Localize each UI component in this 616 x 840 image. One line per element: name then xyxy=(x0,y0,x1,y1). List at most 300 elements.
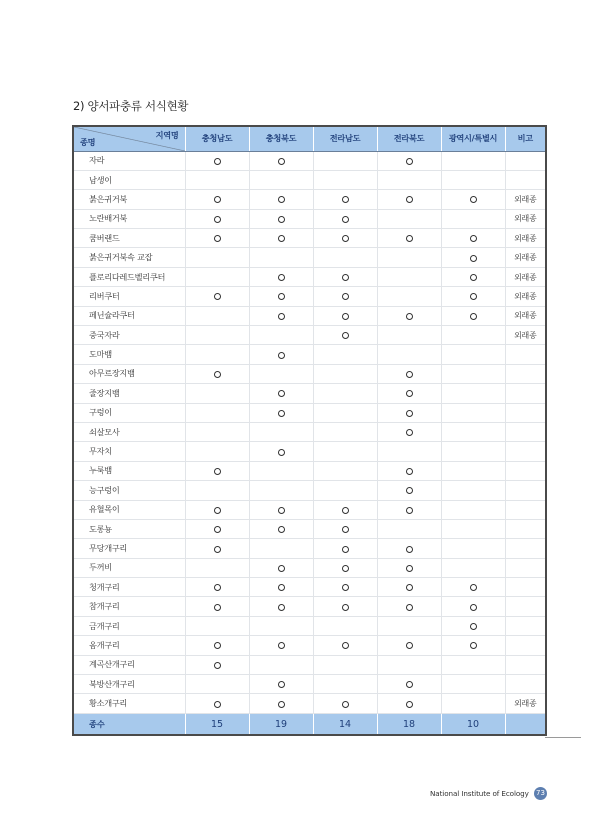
presence-mark-icon xyxy=(342,701,349,708)
presence-cell xyxy=(185,616,249,635)
presence-mark-icon xyxy=(278,274,285,281)
remark-cell xyxy=(505,461,546,480)
presence-cell xyxy=(185,442,249,461)
presence-mark-icon xyxy=(470,274,477,281)
presence-cell xyxy=(441,248,505,267)
presence-cell xyxy=(313,519,377,538)
presence-cell xyxy=(249,461,313,480)
presence-cell xyxy=(313,597,377,616)
species-name: 구렁이 xyxy=(73,403,185,422)
footer-institution: National Institute of Ecology xyxy=(430,789,529,798)
presence-mark-icon xyxy=(406,642,413,649)
presence-cell xyxy=(313,655,377,674)
presence-mark-icon xyxy=(406,468,413,475)
table-row xyxy=(73,345,546,364)
presence-cell xyxy=(377,248,441,267)
remark-cell xyxy=(505,422,546,441)
species-name: 무자치 xyxy=(73,442,185,461)
presence-mark-icon xyxy=(342,642,349,649)
presence-cell xyxy=(377,675,441,694)
presence-cell xyxy=(313,384,377,403)
presence-cell xyxy=(441,597,505,616)
total-metro-city: 10 xyxy=(441,713,505,735)
presence-mark-icon xyxy=(214,468,221,475)
presence-cell xyxy=(377,422,441,441)
presence-mark-icon xyxy=(470,313,477,320)
presence-cell xyxy=(313,209,377,228)
remark-cell: 외래종 xyxy=(505,248,546,267)
table-row xyxy=(73,209,546,228)
remark-cell xyxy=(505,151,546,170)
remark-cell xyxy=(505,597,546,616)
table-row xyxy=(73,675,546,694)
table-row xyxy=(73,384,546,403)
header-chungnam: 충청남도 xyxy=(185,126,249,151)
presence-cell xyxy=(313,403,377,422)
presence-cell xyxy=(377,558,441,577)
presence-cell xyxy=(249,422,313,441)
remark-cell xyxy=(505,519,546,538)
species-name: 페닌슐라쿠터 xyxy=(73,306,185,325)
header-species-label: 종명 xyxy=(80,136,96,147)
presence-cell xyxy=(249,209,313,228)
presence-cell xyxy=(441,229,505,248)
presence-mark-icon xyxy=(406,565,413,572)
species-name: 자라 xyxy=(73,151,185,170)
presence-cell xyxy=(249,384,313,403)
presence-cell xyxy=(313,170,377,189)
presence-cell xyxy=(441,384,505,403)
presence-mark-icon xyxy=(214,507,221,514)
remark-cell xyxy=(505,578,546,597)
presence-cell xyxy=(313,442,377,461)
remark-cell: 외래종 xyxy=(505,267,546,286)
presence-mark-icon xyxy=(214,216,221,223)
presence-cell xyxy=(249,655,313,674)
presence-cell xyxy=(249,151,313,170)
presence-cell xyxy=(313,364,377,383)
presence-cell xyxy=(185,694,249,713)
presence-cell xyxy=(377,267,441,286)
presence-cell xyxy=(185,248,249,267)
presence-cell xyxy=(185,326,249,345)
table-header-row xyxy=(73,126,546,151)
presence-mark-icon xyxy=(278,352,285,359)
presence-cell xyxy=(249,636,313,655)
presence-cell xyxy=(313,616,377,635)
presence-mark-icon xyxy=(342,526,349,533)
table-row xyxy=(73,616,546,635)
header-region-label: 지역명 xyxy=(155,130,179,140)
species-name: 황소개구리 xyxy=(73,694,185,713)
presence-cell xyxy=(441,539,505,558)
remark-cell: 외래종 xyxy=(505,190,546,209)
presence-cell xyxy=(377,442,441,461)
species-name: 쿰버랜드 xyxy=(73,229,185,248)
remark-cell xyxy=(505,364,546,383)
total-jeonbuk: 18 xyxy=(377,713,441,735)
presence-cell xyxy=(185,364,249,383)
presence-cell xyxy=(377,151,441,170)
table-row xyxy=(73,578,546,597)
presence-cell xyxy=(441,636,505,655)
presence-mark-icon xyxy=(406,487,413,494)
presence-cell xyxy=(313,636,377,655)
remark-cell xyxy=(505,558,546,577)
table-row xyxy=(73,267,546,286)
presence-mark-icon xyxy=(214,196,221,203)
presence-cell xyxy=(313,539,377,558)
presence-mark-icon xyxy=(406,371,413,378)
table-row xyxy=(73,326,546,345)
presence-mark-icon xyxy=(278,604,285,611)
section-title: 2) 양서파충류 서식현황 xyxy=(73,99,189,113)
presence-mark-icon xyxy=(406,313,413,320)
presence-cell xyxy=(441,461,505,480)
table-row xyxy=(73,461,546,480)
presence-cell xyxy=(441,616,505,635)
species-name: 도롱뇽 xyxy=(73,519,185,538)
presence-cell xyxy=(377,539,441,558)
table-row xyxy=(73,442,546,461)
presence-cell xyxy=(249,597,313,616)
species-name: 청개구리 xyxy=(73,578,185,597)
presence-mark-icon xyxy=(406,410,413,417)
remark-cell xyxy=(505,675,546,694)
species-name: 두꺼비 xyxy=(73,558,185,577)
table-row xyxy=(73,519,546,538)
total-chungnam: 15 xyxy=(185,713,249,735)
presence-cell xyxy=(441,151,505,170)
table-row xyxy=(73,364,546,383)
header-corner-cell xyxy=(73,126,185,151)
remark-cell: 외래종 xyxy=(505,287,546,306)
presence-mark-icon xyxy=(406,584,413,591)
presence-cell xyxy=(313,461,377,480)
presence-cell xyxy=(441,675,505,694)
presence-cell xyxy=(441,655,505,674)
presence-mark-icon xyxy=(278,410,285,417)
total-remarks xyxy=(505,713,546,735)
table-row xyxy=(73,403,546,422)
presence-mark-icon xyxy=(406,390,413,397)
presence-cell xyxy=(313,481,377,500)
presence-cell xyxy=(249,442,313,461)
presence-cell xyxy=(249,539,313,558)
presence-cell xyxy=(377,403,441,422)
presence-cell xyxy=(249,345,313,364)
presence-mark-icon xyxy=(470,642,477,649)
presence-cell xyxy=(377,306,441,325)
presence-mark-icon xyxy=(278,449,285,456)
presence-cell xyxy=(441,287,505,306)
species-name: 참개구리 xyxy=(73,597,185,616)
presence-cell xyxy=(185,675,249,694)
presence-cell xyxy=(377,616,441,635)
presence-cell xyxy=(249,403,313,422)
species-name: 붉은귀거북속 교잡 xyxy=(73,248,185,267)
presence-mark-icon xyxy=(214,604,221,611)
remark-cell xyxy=(505,616,546,635)
table-row xyxy=(73,287,546,306)
presence-mark-icon xyxy=(278,216,285,223)
presence-cell xyxy=(185,461,249,480)
presence-cell xyxy=(313,267,377,286)
presence-cell xyxy=(377,500,441,519)
total-row xyxy=(73,713,546,735)
presence-cell xyxy=(377,597,441,616)
presence-cell xyxy=(377,519,441,538)
table-row xyxy=(73,539,546,558)
presence-mark-icon xyxy=(470,235,477,242)
presence-mark-icon xyxy=(342,216,349,223)
presence-mark-icon xyxy=(278,390,285,397)
presence-mark-icon xyxy=(214,158,221,165)
presence-cell xyxy=(249,558,313,577)
presence-cell xyxy=(313,558,377,577)
presence-cell xyxy=(377,364,441,383)
presence-mark-icon xyxy=(406,546,413,553)
species-name: 유혈목이 xyxy=(73,500,185,519)
presence-cell xyxy=(441,267,505,286)
presence-mark-icon xyxy=(278,584,285,591)
species-name: 쇠살모사 xyxy=(73,422,185,441)
remark-cell: 외래종 xyxy=(505,694,546,713)
presence-cell xyxy=(249,248,313,267)
species-name: 노란배거북 xyxy=(73,209,185,228)
presence-cell xyxy=(249,578,313,597)
presence-cell xyxy=(185,345,249,364)
presence-cell xyxy=(185,481,249,500)
table-row xyxy=(73,500,546,519)
presence-cell xyxy=(313,229,377,248)
presence-cell xyxy=(441,500,505,519)
presence-cell xyxy=(185,403,249,422)
presence-cell xyxy=(313,345,377,364)
remark-cell xyxy=(505,345,546,364)
header-jeonbuk: 전라북도 xyxy=(377,126,441,151)
total-jeonnam: 14 xyxy=(313,713,377,735)
presence-cell xyxy=(377,209,441,228)
presence-cell xyxy=(377,578,441,597)
presence-cell xyxy=(313,326,377,345)
presence-cell xyxy=(185,597,249,616)
table-underline-rule xyxy=(545,737,581,738)
presence-cell xyxy=(185,151,249,170)
species-name: 중국자라 xyxy=(73,326,185,345)
remark-cell: 외래종 xyxy=(505,306,546,325)
presence-mark-icon xyxy=(406,604,413,611)
species-name: 능구렁이 xyxy=(73,481,185,500)
presence-mark-icon xyxy=(406,681,413,688)
species-name: 줄장지뱀 xyxy=(73,384,185,403)
table-row xyxy=(73,655,546,674)
presence-cell xyxy=(441,578,505,597)
presence-mark-icon xyxy=(278,313,285,320)
presence-cell xyxy=(185,229,249,248)
presence-mark-icon xyxy=(342,546,349,553)
presence-cell xyxy=(377,481,441,500)
presence-mark-icon xyxy=(342,313,349,320)
table-row xyxy=(73,229,546,248)
species-name: 아무르장지뱀 xyxy=(73,364,185,383)
presence-cell xyxy=(185,422,249,441)
header-chungbuk: 충청북도 xyxy=(249,126,313,151)
presence-cell xyxy=(249,481,313,500)
presence-cell xyxy=(185,655,249,674)
species-name: 붉은귀거북 xyxy=(73,190,185,209)
presence-cell xyxy=(441,364,505,383)
remark-cell xyxy=(505,384,546,403)
species-name: 계곡산개구리 xyxy=(73,655,185,674)
remark-cell xyxy=(505,442,546,461)
presence-cell xyxy=(313,422,377,441)
presence-cell xyxy=(441,170,505,189)
presence-cell xyxy=(377,326,441,345)
presence-cell xyxy=(313,694,377,713)
presence-mark-icon xyxy=(278,526,285,533)
presence-cell xyxy=(185,539,249,558)
presence-cell xyxy=(249,306,313,325)
table-row xyxy=(73,248,546,267)
presence-cell xyxy=(185,578,249,597)
table-row xyxy=(73,597,546,616)
presence-mark-icon xyxy=(342,332,349,339)
presence-mark-icon xyxy=(470,584,477,591)
presence-mark-icon xyxy=(470,255,477,262)
remark-cell xyxy=(505,500,546,519)
presence-mark-icon xyxy=(278,235,285,242)
presence-cell xyxy=(441,558,505,577)
presence-cell xyxy=(249,616,313,635)
presence-cell xyxy=(377,190,441,209)
presence-mark-icon xyxy=(342,274,349,281)
remark-cell: 외래종 xyxy=(505,326,546,345)
species-name: 도마뱀 xyxy=(73,345,185,364)
presence-cell xyxy=(313,287,377,306)
table-row xyxy=(73,151,546,170)
presence-mark-icon xyxy=(278,681,285,688)
remark-cell: 외래종 xyxy=(505,229,546,248)
presence-cell xyxy=(185,170,249,189)
remark-cell xyxy=(505,655,546,674)
presence-cell xyxy=(441,190,505,209)
remark-cell xyxy=(505,636,546,655)
presence-cell xyxy=(441,694,505,713)
presence-mark-icon xyxy=(342,293,349,300)
presence-mark-icon xyxy=(342,507,349,514)
total-label: 종수 xyxy=(73,713,185,735)
presence-cell xyxy=(377,287,441,306)
presence-cell xyxy=(185,636,249,655)
remark-cell xyxy=(505,539,546,558)
presence-cell xyxy=(441,403,505,422)
presence-cell xyxy=(441,422,505,441)
remark-cell xyxy=(505,481,546,500)
presence-mark-icon xyxy=(470,604,477,611)
header-jeonnam: 전라남도 xyxy=(313,126,377,151)
species-name: 금개구리 xyxy=(73,616,185,635)
presence-cell xyxy=(249,190,313,209)
table-row xyxy=(73,190,546,209)
presence-cell xyxy=(313,500,377,519)
table-row xyxy=(73,636,546,655)
presence-cell xyxy=(441,519,505,538)
presence-cell xyxy=(249,326,313,345)
presence-cell xyxy=(249,170,313,189)
presence-cell xyxy=(441,306,505,325)
presence-mark-icon xyxy=(342,584,349,591)
presence-cell xyxy=(185,287,249,306)
presence-cell xyxy=(185,306,249,325)
presence-cell xyxy=(441,326,505,345)
presence-cell xyxy=(249,519,313,538)
presence-mark-icon xyxy=(214,546,221,553)
table-row xyxy=(73,558,546,577)
presence-cell xyxy=(313,578,377,597)
presence-cell xyxy=(185,190,249,209)
presence-cell xyxy=(313,190,377,209)
presence-cell xyxy=(313,675,377,694)
remark-cell xyxy=(505,403,546,422)
presence-mark-icon xyxy=(470,196,477,203)
presence-cell xyxy=(185,500,249,519)
species-name: 남생이 xyxy=(73,170,185,189)
presence-cell xyxy=(377,384,441,403)
presence-cell xyxy=(185,267,249,286)
presence-mark-icon xyxy=(406,429,413,436)
presence-cell xyxy=(249,229,313,248)
presence-mark-icon xyxy=(406,196,413,203)
presence-cell xyxy=(377,694,441,713)
species-name: 옴개구리 xyxy=(73,636,185,655)
presence-mark-icon xyxy=(406,507,413,514)
presence-cell xyxy=(377,655,441,674)
presence-mark-icon xyxy=(278,565,285,572)
remark-cell: 외래종 xyxy=(505,209,546,228)
species-name: 리버쿠터 xyxy=(73,287,185,306)
presence-cell xyxy=(313,306,377,325)
presence-cell xyxy=(185,384,249,403)
presence-mark-icon xyxy=(406,158,413,165)
presence-mark-icon xyxy=(406,701,413,708)
presence-mark-icon xyxy=(278,642,285,649)
presence-mark-icon xyxy=(406,235,413,242)
presence-mark-icon xyxy=(278,293,285,300)
total-chungbuk: 19 xyxy=(249,713,313,735)
presence-cell xyxy=(377,170,441,189)
presence-cell xyxy=(185,519,249,538)
presence-cell xyxy=(185,558,249,577)
presence-cell xyxy=(377,636,441,655)
presence-cell xyxy=(377,461,441,480)
presence-cell xyxy=(249,500,313,519)
presence-mark-icon xyxy=(278,196,285,203)
presence-mark-icon xyxy=(278,701,285,708)
presence-cell xyxy=(441,481,505,500)
species-distribution-table xyxy=(72,125,547,736)
presence-mark-icon xyxy=(342,565,349,572)
presence-mark-icon xyxy=(214,293,221,300)
species-name: 무당개구리 xyxy=(73,539,185,558)
presence-cell xyxy=(377,229,441,248)
table-row xyxy=(73,694,546,713)
presence-cell xyxy=(249,694,313,713)
presence-mark-icon xyxy=(342,604,349,611)
presence-mark-icon xyxy=(214,371,221,378)
presence-cell xyxy=(249,267,313,286)
species-name: 북방산개구리 xyxy=(73,675,185,694)
